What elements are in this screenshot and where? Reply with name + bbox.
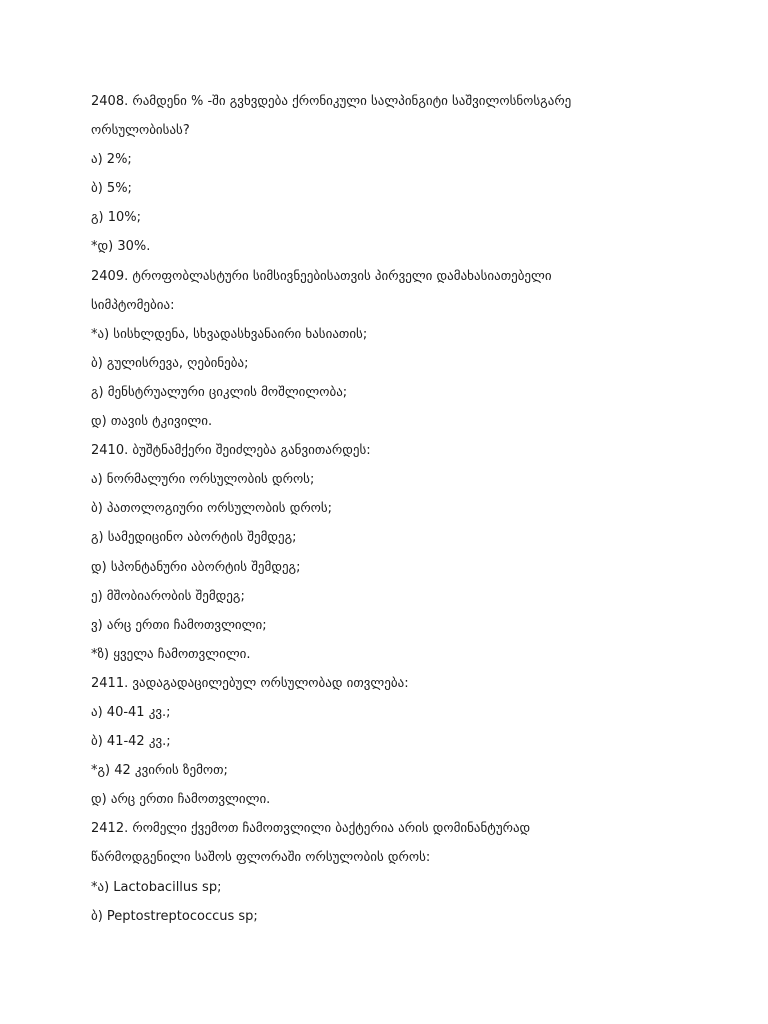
answer-option: გ) მენსტრუალური ციკლის მოშლილობა;	[91, 384, 348, 400]
answer-option-correct: *ა) Lactobacillus sp;	[91, 879, 222, 895]
answer-option: გ) 10%;	[91, 210, 142, 226]
answer-option: ბ) პათოლოგიური ორსულობის დროს;	[91, 501, 333, 517]
answer-option-correct: *ზ) ყველა ჩამოთვლილი.	[91, 646, 251, 662]
question-2408-text-line-2: ორსულობისას?	[91, 123, 190, 139]
question-2409-text-line-1: 2409. ტროფობლასტური სიმსივნეებისათვის პირველი დამახასიათებელი	[91, 268, 552, 284]
answer-option: ვ) არც ერთი ჩამოთვლილი;	[91, 617, 267, 633]
answer-option: ა) 2%;	[91, 152, 132, 168]
answer-option: ა) ნორმალური ორსულობის დროს;	[91, 472, 315, 488]
question-2411-text: 2411. ვადაგადაცილებულ ორსულობად ითვლება:	[91, 675, 409, 691]
question-2409-text-line-2: სიმპტომებია:	[91, 297, 175, 313]
document-page	[91, 87, 711, 931]
answer-option: გ) სამედიცინო აბორტის შემდეგ;	[91, 530, 297, 546]
question-2410-text: 2410. ბუშტნამქერი შეიძლება განვითარდეს:	[91, 443, 371, 459]
answer-option: ა) 40-41 კვ.;	[91, 704, 171, 720]
answer-option-correct: *დ) 30%.	[91, 239, 151, 255]
answer-option-correct: *ა) სისხლდენა, სხვადასხვანაირი ხასიათის;	[91, 326, 368, 342]
answer-option-correct: *გ) 42 კვირის ზემოთ;	[91, 763, 228, 779]
question-2408-text-line-1: 2408. რამდენი % -ში გვხვდება ქრონიკული სალპინგიტი საშვილოსნოსგარე	[91, 94, 572, 109]
answer-option: ბ) 5%;	[91, 181, 132, 197]
question-2412-text-line-1: 2412. რომელი ქვემოთ ჩამოთვლილი ბაქტერია არის დომინანტურად	[91, 821, 531, 837]
answer-option: დ) თავის ტკივილი.	[91, 414, 213, 430]
question-2412-text-line-2: წარმოდგენილი საშოს ფლორაში ორსულობის დროს:	[91, 850, 431, 866]
answer-option: დ) არც ერთი ჩამოთვლილი.	[91, 792, 271, 808]
answer-option: ბ) გულისრევა, ღებინება;	[91, 355, 249, 371]
answer-option: ბ) Peptostreptococcus sp;	[91, 908, 258, 924]
answer-option: ე) მშობიარობის შემდეგ;	[91, 588, 245, 604]
answer-option: დ) სპონტანური აბორტის შემდეგ;	[91, 559, 301, 575]
answer-option: ბ) 41-42 კვ.;	[91, 734, 171, 750]
